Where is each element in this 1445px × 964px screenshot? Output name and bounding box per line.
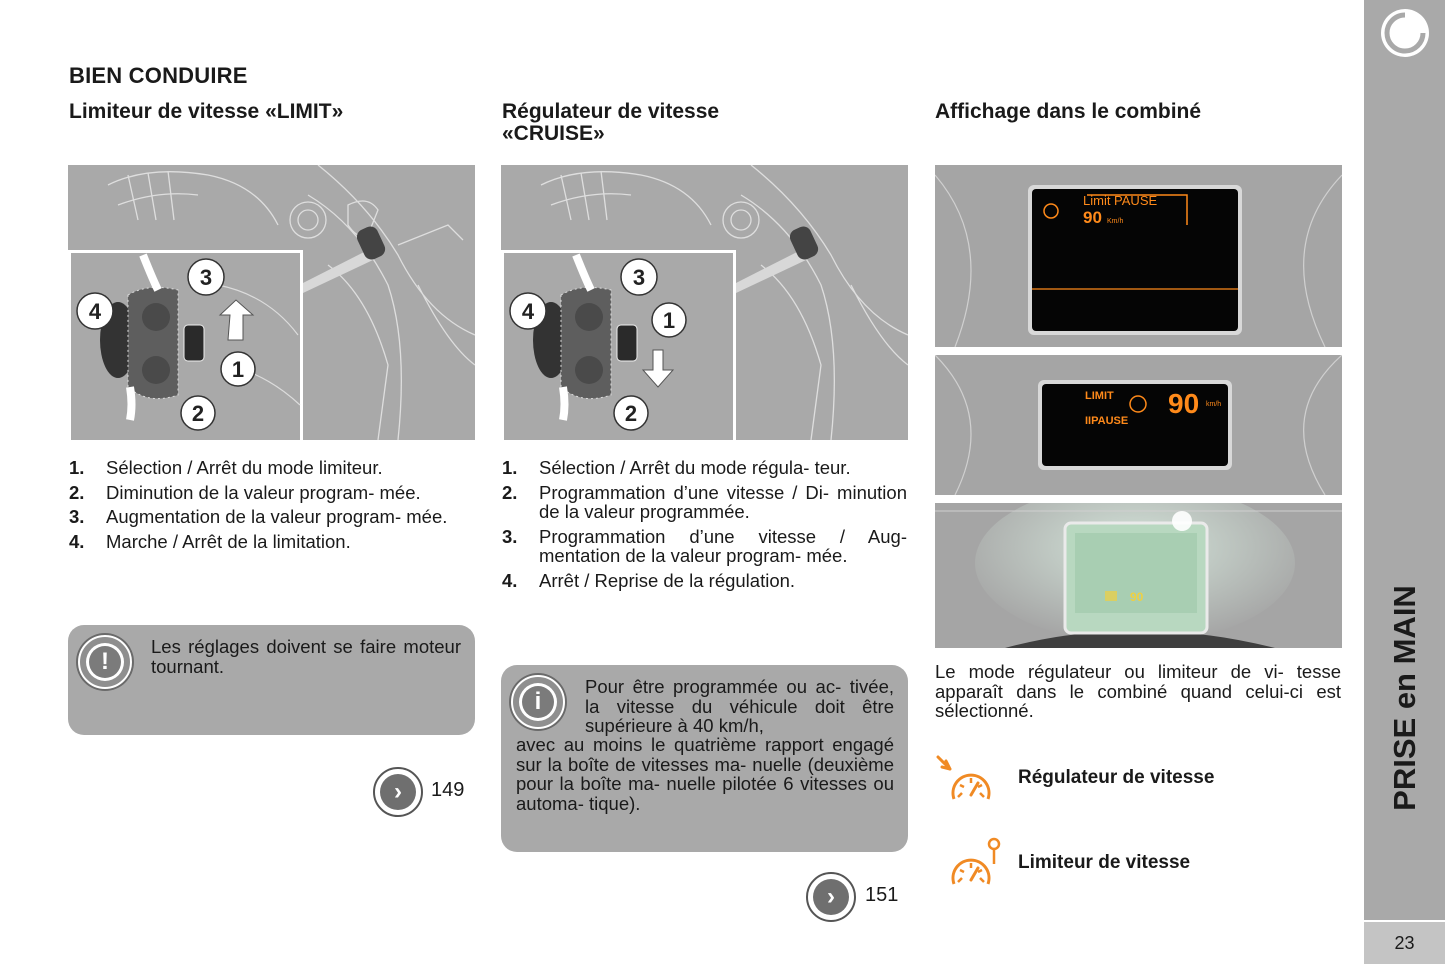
display2-pause: IIPAUSE [1085, 415, 1129, 427]
cruise-steps [502, 458, 907, 595]
page-ref-arrow-icon[interactable]: › [806, 872, 856, 922]
limiter-step-3: 3. Augmentation de la valeur program- mée. [69, 506, 448, 527]
display-caption: Le mode régulateur ou limiteur de vi- tesse apparaît dans le combiné quand celui-ci est sélectionné. [935, 661, 1341, 721]
legend-limiter-label: Limiteur de vitesse [1018, 852, 1191, 873]
cruise-label-3: 3 [632, 265, 646, 290]
cruise-step-3: 3. Programmation d’une vitesse / Aug- mentation de la valeur program- mée. [502, 525, 907, 566]
cruise-label-2: 2 [624, 401, 638, 426]
limiter-label-3: 3 [199, 265, 213, 290]
display1-speed: 90 [1083, 208, 1102, 227]
page-ref-arrow-icon[interactable]: › [373, 767, 423, 817]
cruise-step-2: 2. Programmation d’une vitesse / Di- minution de la valeur programmée. [502, 481, 907, 522]
limiter-step-4: 4. Marche / Arrêt de la limitation. [69, 530, 351, 552]
cruise-heading [502, 101, 719, 145]
cruise-step-1: 1. Sélection / Arrêt du mode régula- teur. [502, 457, 851, 478]
info-note [501, 665, 908, 852]
chapter-title: PRISE en MAIN [1386, 584, 1422, 811]
head-up-display-figure [935, 503, 1342, 648]
display2-limit: LIMIT [1085, 390, 1114, 402]
page-ref-149[interactable]: 149 [431, 779, 465, 801]
warning-note-text: Les réglages doivent se faire moteur tournant. [151, 636, 461, 677]
section-title: BIEN CONDUIRE [69, 63, 248, 88]
display1-limit-pause: Limit PAUSE [1083, 193, 1158, 208]
info-note-rest: avec au moins le quatrième rapport engagé sur la boîte de vitesses ma- nuelle (deuxième pour la boîte ma- nuelle pilotée 6 vitesses ou automa- tique). [516, 734, 894, 814]
display2-speed: 90 [1168, 388, 1200, 419]
warning-note [68, 625, 475, 735]
chapter-ring-icon [1378, 6, 1432, 65]
limiter-label-2: 2 [191, 401, 205, 426]
combined-display-figure-2 [935, 355, 1342, 495]
cruise-stalk-figure [501, 165, 908, 440]
cruise-heading-line1: Régulateur de vitesse [502, 100, 720, 123]
page-number: 23 [1364, 922, 1445, 964]
combined-display-figure-1 [935, 165, 1342, 347]
cruise-label-4: 4 [521, 299, 535, 324]
limiter-stalk-figure [68, 165, 475, 440]
cruise-label-1: 1 [662, 308, 676, 333]
limiter-speedometer-icon [948, 836, 1006, 896]
page-ref-151[interactable]: 151 [865, 884, 899, 906]
info-note-intro: Pour être programmée ou ac- tivée, la vitesse du véhicule doit être supérieure à 40 km/h, [585, 676, 894, 736]
info-icon: i [511, 675, 565, 729]
limiter-steps [69, 458, 474, 556]
cruise-heading-line2: «CRUISE» [502, 122, 605, 145]
limiter-step-1: 1. Sélection / Arrêt du mode limiteur. [69, 457, 383, 478]
cruise-speedometer-icon [936, 753, 998, 813]
display-heading: Affichage dans le combiné [935, 100, 1202, 123]
limiter-label-4: 4 [88, 299, 102, 324]
cruise-step-4: 4. Arrêt / Reprise de la régulation. [502, 569, 796, 591]
warning-icon: ! [78, 635, 132, 689]
limiter-heading: Limiteur de vitesse «LIMIT» [69, 100, 344, 123]
limiter-label-1: 1 [231, 357, 245, 382]
hud-speed: 90 [1130, 590, 1144, 604]
limiter-step-2: 2. Diminution de la valeur program- mée. [69, 481, 421, 503]
display2-unit: km/h [1206, 401, 1222, 408]
legend-cruise-label: Régulateur de vitesse [1018, 767, 1215, 788]
display1-unit: Km/h [1107, 218, 1124, 225]
